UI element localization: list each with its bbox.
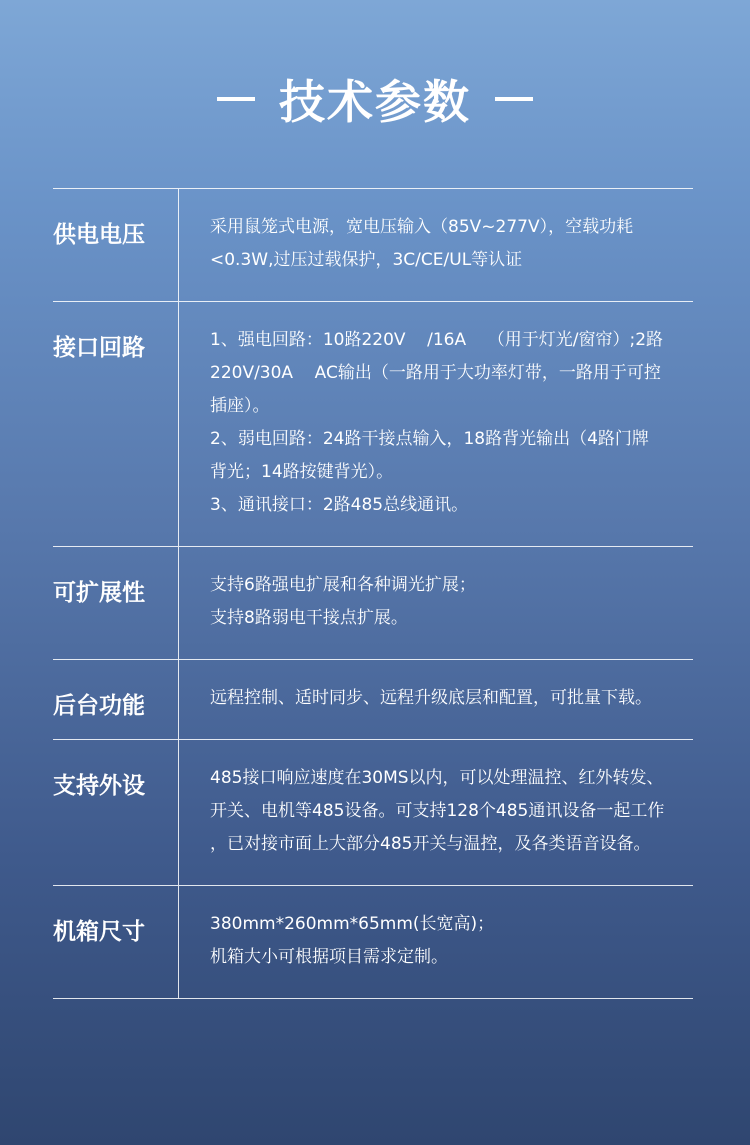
- spec-content: [179, 660, 693, 739]
- title-right-dash: [495, 97, 533, 101]
- title-text: 技术参数: [279, 75, 471, 129]
- spec-line: 485接口响应速度在30MS以内，可以处理温控、红外转发、: [210, 768, 664, 788]
- spec-line: <0.3W,过压过载保护，3C/CE/UL等认证: [210, 250, 523, 270]
- spec-row-peripherals: [53, 740, 693, 886]
- spec-row-power: [53, 189, 693, 302]
- spec-content: [179, 740, 693, 885]
- spec-table: [53, 188, 693, 999]
- spec-line: 支持6路强电扩展和各种调光扩展；: [210, 575, 476, 595]
- spec-line: 220V/30A AC输出（一路用于大功率灯带，一路用于可控: [210, 363, 661, 383]
- spec-line: 机箱大小可根据项目需求定制。: [210, 947, 448, 967]
- spec-line: 开关、电机等485设备。可支持128个485通讯设备一起工作: [210, 801, 665, 821]
- spec-line: 采用鼠笼式电源，宽电压输入（85V~277V），空载功耗: [210, 217, 634, 237]
- title-left-dash: [217, 97, 255, 101]
- spec-line: 1、强电回路：10路220V /16A （用于灯光/窗帘）;2路: [210, 330, 664, 350]
- spec-row-interface: [53, 302, 693, 547]
- spec-label: 供电电压: [53, 189, 179, 301]
- page-title: [0, 66, 750, 132]
- spec-line: 插座）。: [210, 396, 270, 416]
- spec-line: 380mm*260mm*65mm(长宽高)；: [210, 914, 495, 934]
- spec-line: 远程控制、适时同步、远程升级底层和配置，可批量下载。: [210, 688, 652, 708]
- spec-label: 后台功能: [53, 660, 179, 739]
- spec-line: ，已对接市面上大部分485开关与温控，及各类语音设备。: [210, 834, 651, 854]
- spec-row-chassis: [53, 886, 693, 999]
- spec-label: 可扩展性: [53, 547, 179, 659]
- spec-row-backend: [53, 660, 693, 740]
- spec-label: 接口回路: [53, 302, 179, 546]
- spec-row-expandability: [53, 547, 693, 660]
- spec-content: [179, 302, 693, 546]
- spec-label: 支持外设: [53, 740, 179, 885]
- spec-line: 2、弱电回路：24路干接点输入，18路背光输出（4路门牌: [210, 429, 649, 449]
- spec-content: [179, 547, 693, 659]
- spec-line: 背光；14路按键背光）。: [210, 462, 394, 482]
- spec-content: [179, 886, 693, 998]
- spec-line: 3、通讯接口：2路485总线通讯。: [210, 495, 469, 515]
- spec-content: [179, 189, 693, 301]
- spec-line: 支持8路弱电干接点扩展。: [210, 608, 408, 628]
- spec-label: 机箱尺寸: [53, 886, 179, 998]
